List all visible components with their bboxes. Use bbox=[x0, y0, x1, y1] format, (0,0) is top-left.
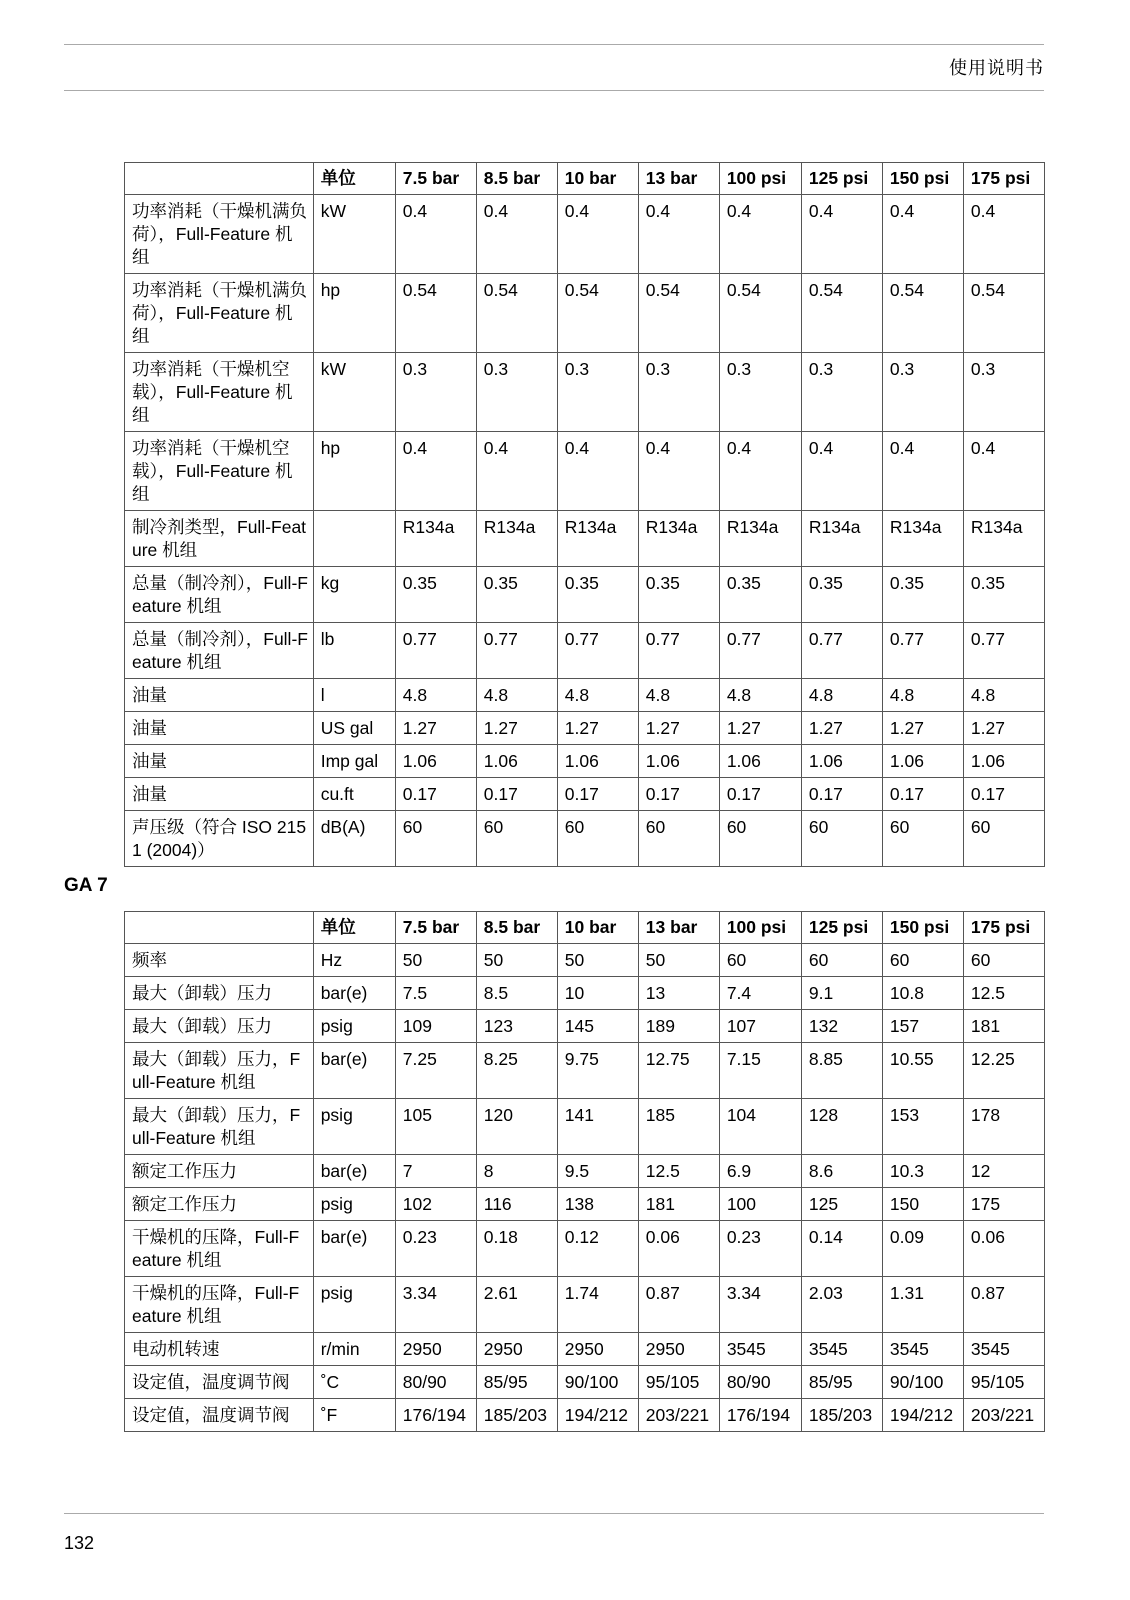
value-cell: 0.35 bbox=[719, 567, 801, 623]
unit-cell: r/min bbox=[313, 1333, 395, 1366]
value-cell: 4.8 bbox=[882, 679, 963, 712]
value-cell: 153 bbox=[882, 1099, 963, 1155]
document-header-title: 使用说明书 bbox=[949, 58, 1044, 78]
value-cell: R134a bbox=[476, 511, 557, 567]
value-cell: 104 bbox=[719, 1099, 801, 1155]
column-header-pressure: 10 bar bbox=[557, 163, 638, 195]
value-cell: 10.3 bbox=[882, 1155, 963, 1188]
value-cell: 8.25 bbox=[476, 1043, 557, 1099]
column-header-pressure: 125 psi bbox=[801, 163, 882, 195]
value-cell: 0.54 bbox=[395, 274, 476, 353]
value-cell: R134a bbox=[395, 511, 476, 567]
value-cell: 194/212 bbox=[882, 1399, 963, 1432]
value-cell: 1.06 bbox=[882, 745, 963, 778]
value-cell: 0.77 bbox=[638, 623, 719, 679]
value-cell: 125 bbox=[801, 1188, 882, 1221]
value-cell: 1.27 bbox=[395, 712, 476, 745]
parameter-cell: 干燥机的压降，Full-Feature 机组 bbox=[125, 1277, 314, 1333]
parameter-cell: 额定工作压力 bbox=[125, 1155, 314, 1188]
specifications-table-1 bbox=[124, 162, 1045, 867]
column-header-pressure: 8.5 bar bbox=[476, 912, 557, 944]
table-row bbox=[125, 1277, 1045, 1333]
value-cell: 60 bbox=[395, 811, 476, 867]
value-cell: 0.77 bbox=[557, 623, 638, 679]
value-cell: 60 bbox=[963, 811, 1044, 867]
value-cell: 0.09 bbox=[882, 1221, 963, 1277]
value-cell: 9.1 bbox=[801, 977, 882, 1010]
unit-cell: lb bbox=[313, 623, 395, 679]
value-cell: 181 bbox=[963, 1010, 1044, 1043]
unit-cell: hp bbox=[313, 432, 395, 511]
value-cell: 0.17 bbox=[395, 778, 476, 811]
value-cell: 1.27 bbox=[801, 712, 882, 745]
value-cell: 0.54 bbox=[882, 274, 963, 353]
parameter-cell: 功率消耗（干燥机空载），Full-Feature 机组 bbox=[125, 353, 314, 432]
parameter-cell: 油量 bbox=[125, 778, 314, 811]
parameter-cell: 最大（卸载）压力 bbox=[125, 1010, 314, 1043]
value-cell: 8.6 bbox=[801, 1155, 882, 1188]
value-cell: 157 bbox=[882, 1010, 963, 1043]
value-cell: 0.17 bbox=[638, 778, 719, 811]
value-cell: 0.4 bbox=[476, 432, 557, 511]
table-row bbox=[125, 944, 1045, 977]
column-header-pressure: 125 psi bbox=[801, 912, 882, 944]
value-cell: 3545 bbox=[719, 1333, 801, 1366]
value-cell: 6.9 bbox=[719, 1155, 801, 1188]
value-cell: 0.17 bbox=[801, 778, 882, 811]
value-cell: 0.4 bbox=[801, 432, 882, 511]
value-cell: 1.06 bbox=[801, 745, 882, 778]
unit-cell: ˚F bbox=[313, 1399, 395, 1432]
value-cell: 138 bbox=[557, 1188, 638, 1221]
parameter-cell: 电动机转速 bbox=[125, 1333, 314, 1366]
value-cell: 1.06 bbox=[719, 745, 801, 778]
value-cell: 3.34 bbox=[395, 1277, 476, 1333]
table-row bbox=[125, 1366, 1045, 1399]
parameter-cell: 总量（制冷剂），Full-Feature 机组 bbox=[125, 623, 314, 679]
table-row bbox=[125, 679, 1045, 712]
value-cell: 145 bbox=[557, 1010, 638, 1043]
value-cell: 0.17 bbox=[557, 778, 638, 811]
table-row bbox=[125, 623, 1045, 679]
value-cell: 0.3 bbox=[557, 353, 638, 432]
value-cell: 185 bbox=[638, 1099, 719, 1155]
value-cell: 0.23 bbox=[395, 1221, 476, 1277]
column-header-pressure: 10 bar bbox=[557, 912, 638, 944]
value-cell: 1.06 bbox=[638, 745, 719, 778]
value-cell: 8 bbox=[476, 1155, 557, 1188]
value-cell: 60 bbox=[557, 811, 638, 867]
value-cell: 0.06 bbox=[638, 1221, 719, 1277]
value-cell: 0.77 bbox=[882, 623, 963, 679]
value-cell: 150 bbox=[882, 1188, 963, 1221]
value-cell: 7.5 bbox=[395, 977, 476, 1010]
value-cell: 0.3 bbox=[882, 353, 963, 432]
value-cell: 0.4 bbox=[395, 195, 476, 274]
value-cell: 12 bbox=[963, 1155, 1044, 1188]
value-cell: 2950 bbox=[476, 1333, 557, 1366]
value-cell: 194/212 bbox=[557, 1399, 638, 1432]
value-cell: 0.4 bbox=[801, 195, 882, 274]
value-cell: 4.8 bbox=[638, 679, 719, 712]
parameter-cell: 额定工作压力 bbox=[125, 1188, 314, 1221]
value-cell: 80/90 bbox=[395, 1366, 476, 1399]
table-row bbox=[125, 1043, 1045, 1099]
value-cell: R134a bbox=[638, 511, 719, 567]
table-header-row bbox=[125, 912, 1045, 944]
value-cell: 0.54 bbox=[638, 274, 719, 353]
unit-cell: bar(e) bbox=[313, 1043, 395, 1099]
unit-cell: kW bbox=[313, 195, 395, 274]
value-cell: 60 bbox=[719, 944, 801, 977]
table-row bbox=[125, 1010, 1045, 1043]
value-cell: 8.5 bbox=[476, 977, 557, 1010]
value-cell: 2950 bbox=[638, 1333, 719, 1366]
parameter-cell: 设定值，温度调节阀 bbox=[125, 1399, 314, 1432]
value-cell: 203/221 bbox=[638, 1399, 719, 1432]
value-cell: 0.54 bbox=[719, 274, 801, 353]
value-cell: 0.3 bbox=[719, 353, 801, 432]
value-cell: 0.35 bbox=[801, 567, 882, 623]
unit-cell: US gal bbox=[313, 712, 395, 745]
value-cell: 0.06 bbox=[963, 1221, 1044, 1277]
unit-cell: dB(A) bbox=[313, 811, 395, 867]
value-cell: 176/194 bbox=[719, 1399, 801, 1432]
value-cell: 0.87 bbox=[638, 1277, 719, 1333]
page-number: 132 bbox=[64, 1533, 95, 1553]
value-cell: 2.03 bbox=[801, 1277, 882, 1333]
value-cell: 0.3 bbox=[476, 353, 557, 432]
value-cell: 7.25 bbox=[395, 1043, 476, 1099]
value-cell: 0.4 bbox=[719, 432, 801, 511]
column-header-pressure: 13 bar bbox=[638, 912, 719, 944]
value-cell: 90/100 bbox=[557, 1366, 638, 1399]
value-cell: 0.4 bbox=[963, 432, 1044, 511]
column-header-pressure: 175 psi bbox=[963, 163, 1044, 195]
unit-cell: kg bbox=[313, 567, 395, 623]
value-cell: 12.5 bbox=[638, 1155, 719, 1188]
value-cell: 60 bbox=[801, 811, 882, 867]
table-row bbox=[125, 511, 1045, 567]
value-cell: 1.06 bbox=[557, 745, 638, 778]
value-cell: 4.8 bbox=[719, 679, 801, 712]
value-cell: 3545 bbox=[882, 1333, 963, 1366]
value-cell: 0.35 bbox=[557, 567, 638, 623]
value-cell: 0.12 bbox=[557, 1221, 638, 1277]
value-cell: 0.35 bbox=[476, 567, 557, 623]
value-cell: 189 bbox=[638, 1010, 719, 1043]
parameter-cell: 油量 bbox=[125, 679, 314, 712]
value-cell: 0.4 bbox=[557, 432, 638, 511]
value-cell: 60 bbox=[882, 944, 963, 977]
value-cell: 203/221 bbox=[963, 1399, 1044, 1432]
value-cell: 123 bbox=[476, 1010, 557, 1043]
parameter-cell: 最大（卸载）压力 bbox=[125, 977, 314, 1010]
value-cell: R134a bbox=[963, 511, 1044, 567]
value-cell: 3545 bbox=[801, 1333, 882, 1366]
value-cell: 50 bbox=[395, 944, 476, 977]
table-row bbox=[125, 778, 1045, 811]
value-cell: 95/105 bbox=[963, 1366, 1044, 1399]
value-cell: 107 bbox=[719, 1010, 801, 1043]
value-cell: 181 bbox=[638, 1188, 719, 1221]
table-row bbox=[125, 1188, 1045, 1221]
value-cell: 0.23 bbox=[719, 1221, 801, 1277]
value-cell: 1.27 bbox=[719, 712, 801, 745]
parameter-cell: 功率消耗（干燥机满负荷），Full-Feature 机组 bbox=[125, 195, 314, 274]
value-cell: 0.4 bbox=[882, 195, 963, 274]
value-cell: 95/105 bbox=[638, 1366, 719, 1399]
value-cell: 13 bbox=[638, 977, 719, 1010]
value-cell: 4.8 bbox=[963, 679, 1044, 712]
value-cell: 60 bbox=[801, 944, 882, 977]
value-cell: 0.35 bbox=[963, 567, 1044, 623]
unit-cell: ˚C bbox=[313, 1366, 395, 1399]
value-cell: 0.4 bbox=[638, 432, 719, 511]
value-cell: 1.27 bbox=[638, 712, 719, 745]
value-cell: 7 bbox=[395, 1155, 476, 1188]
unit-cell: bar(e) bbox=[313, 1155, 395, 1188]
parameter-cell: 频率 bbox=[125, 944, 314, 977]
value-cell: 80/90 bbox=[719, 1366, 801, 1399]
value-cell: 176/194 bbox=[395, 1399, 476, 1432]
unit-cell: bar(e) bbox=[313, 1221, 395, 1277]
footer-rule bbox=[64, 1513, 1044, 1514]
column-header-pressure: 175 psi bbox=[963, 912, 1044, 944]
value-cell: 0.17 bbox=[476, 778, 557, 811]
table-row bbox=[125, 195, 1045, 274]
parameter-cell: 干燥机的压降，Full-Feature 机组 bbox=[125, 1221, 314, 1277]
value-cell: 60 bbox=[963, 944, 1044, 977]
value-cell: 1.06 bbox=[395, 745, 476, 778]
value-cell: 0.17 bbox=[719, 778, 801, 811]
parameter-cell: 设定值，温度调节阀 bbox=[125, 1366, 314, 1399]
unit-cell: psig bbox=[313, 1277, 395, 1333]
value-cell: 0.14 bbox=[801, 1221, 882, 1277]
value-cell: 116 bbox=[476, 1188, 557, 1221]
parameter-cell: 最大（卸载）压力，Full-Feature 机组 bbox=[125, 1099, 314, 1155]
table-row bbox=[125, 353, 1045, 432]
value-cell: 1.31 bbox=[882, 1277, 963, 1333]
value-cell: 0.3 bbox=[963, 353, 1044, 432]
value-cell: 4.8 bbox=[395, 679, 476, 712]
value-cell: R134a bbox=[719, 511, 801, 567]
column-header-pressure: 100 psi bbox=[719, 163, 801, 195]
value-cell: 185/203 bbox=[801, 1399, 882, 1432]
value-cell: 0.3 bbox=[395, 353, 476, 432]
value-cell: 4.8 bbox=[476, 679, 557, 712]
value-cell: 10 bbox=[557, 977, 638, 1010]
unit-cell: cu.ft bbox=[313, 778, 395, 811]
value-cell: 0.54 bbox=[801, 274, 882, 353]
column-header-pressure: 150 psi bbox=[882, 912, 963, 944]
section-title-ga7: GA 7 bbox=[64, 875, 108, 896]
value-cell: 0.17 bbox=[882, 778, 963, 811]
value-cell: 2950 bbox=[395, 1333, 476, 1366]
value-cell: 0.18 bbox=[476, 1221, 557, 1277]
value-cell: 50 bbox=[476, 944, 557, 977]
value-cell: 1.27 bbox=[882, 712, 963, 745]
value-cell: 0.4 bbox=[963, 195, 1044, 274]
column-header-unit: 单位 bbox=[313, 163, 395, 195]
value-cell: 0.35 bbox=[395, 567, 476, 623]
parameter-cell: 功率消耗（干燥机满负荷），Full-Feature 机组 bbox=[125, 274, 314, 353]
table-row bbox=[125, 1221, 1045, 1277]
table-row bbox=[125, 712, 1045, 745]
parameter-cell: 声压级（符合 ISO 2151 (2004)） bbox=[125, 811, 314, 867]
column-header-pressure: 100 psi bbox=[719, 912, 801, 944]
value-cell: 60 bbox=[638, 811, 719, 867]
table-row bbox=[125, 1399, 1045, 1432]
column-header-pressure: 7.5 bar bbox=[395, 163, 476, 195]
value-cell: 175 bbox=[963, 1188, 1044, 1221]
value-cell: 12.25 bbox=[963, 1043, 1044, 1099]
unit-cell: psig bbox=[313, 1099, 395, 1155]
column-header-pressure: 150 psi bbox=[882, 163, 963, 195]
value-cell: 0.77 bbox=[395, 623, 476, 679]
table-header-row bbox=[125, 163, 1045, 195]
column-header-parameter bbox=[125, 912, 314, 944]
value-cell: 1.27 bbox=[557, 712, 638, 745]
unit-cell: bar(e) bbox=[313, 977, 395, 1010]
value-cell: 60 bbox=[719, 811, 801, 867]
value-cell: 105 bbox=[395, 1099, 476, 1155]
header-bottom-rule bbox=[64, 90, 1044, 91]
value-cell: 1.06 bbox=[963, 745, 1044, 778]
value-cell: 0.4 bbox=[476, 195, 557, 274]
table-row bbox=[125, 274, 1045, 353]
value-cell: 0.35 bbox=[882, 567, 963, 623]
value-cell: 4.8 bbox=[557, 679, 638, 712]
value-cell: R134a bbox=[557, 511, 638, 567]
unit-cell: Imp gal bbox=[313, 745, 395, 778]
value-cell: 10.8 bbox=[882, 977, 963, 1010]
value-cell: 120 bbox=[476, 1099, 557, 1155]
value-cell: 178 bbox=[963, 1099, 1044, 1155]
value-cell: 0.3 bbox=[638, 353, 719, 432]
unit-cell: psig bbox=[313, 1188, 395, 1221]
unit-cell: Hz bbox=[313, 944, 395, 977]
unit-cell bbox=[313, 511, 395, 567]
table-row bbox=[125, 567, 1045, 623]
value-cell: 2950 bbox=[557, 1333, 638, 1366]
value-cell: 85/95 bbox=[476, 1366, 557, 1399]
table-row bbox=[125, 1333, 1045, 1366]
value-cell: 0.77 bbox=[476, 623, 557, 679]
value-cell: 60 bbox=[476, 811, 557, 867]
value-cell: 12.75 bbox=[638, 1043, 719, 1099]
value-cell: R134a bbox=[801, 511, 882, 567]
unit-cell: kW bbox=[313, 353, 395, 432]
parameter-cell: 功率消耗（干燥机空载），Full-Feature 机组 bbox=[125, 432, 314, 511]
value-cell: 4.8 bbox=[801, 679, 882, 712]
value-cell: 7.15 bbox=[719, 1043, 801, 1099]
column-header-pressure: 7.5 bar bbox=[395, 912, 476, 944]
value-cell: 3.34 bbox=[719, 1277, 801, 1333]
value-cell: 185/203 bbox=[476, 1399, 557, 1432]
value-cell: 0.4 bbox=[882, 432, 963, 511]
value-cell: 141 bbox=[557, 1099, 638, 1155]
value-cell: 100 bbox=[719, 1188, 801, 1221]
value-cell: 10.55 bbox=[882, 1043, 963, 1099]
value-cell: 0.77 bbox=[963, 623, 1044, 679]
value-cell: 0.77 bbox=[801, 623, 882, 679]
value-cell: 60 bbox=[882, 811, 963, 867]
value-cell: 109 bbox=[395, 1010, 476, 1043]
table-row bbox=[125, 1099, 1045, 1155]
column-header-pressure: 13 bar bbox=[638, 163, 719, 195]
table-row bbox=[125, 1155, 1045, 1188]
value-cell: 1.27 bbox=[476, 712, 557, 745]
value-cell: 7.4 bbox=[719, 977, 801, 1010]
table-row bbox=[125, 811, 1045, 867]
value-cell: 0.35 bbox=[638, 567, 719, 623]
column-header-pressure: 8.5 bar bbox=[476, 163, 557, 195]
value-cell: 12.5 bbox=[963, 977, 1044, 1010]
unit-cell: psig bbox=[313, 1010, 395, 1043]
value-cell: 1.74 bbox=[557, 1277, 638, 1333]
value-cell: 0.4 bbox=[638, 195, 719, 274]
column-header-parameter bbox=[125, 163, 314, 195]
value-cell: 0.87 bbox=[963, 1277, 1044, 1333]
value-cell: 0.77 bbox=[719, 623, 801, 679]
value-cell: 0.54 bbox=[557, 274, 638, 353]
table-row bbox=[125, 745, 1045, 778]
value-cell: 2.61 bbox=[476, 1277, 557, 1333]
header-top-rule bbox=[64, 44, 1044, 45]
table-row bbox=[125, 432, 1045, 511]
value-cell: 0.54 bbox=[476, 274, 557, 353]
value-cell: 0.54 bbox=[963, 274, 1044, 353]
value-cell: 85/95 bbox=[801, 1366, 882, 1399]
parameter-cell: 总量（制冷剂），Full-Feature 机组 bbox=[125, 567, 314, 623]
value-cell: 0.4 bbox=[395, 432, 476, 511]
column-header-unit: 单位 bbox=[313, 912, 395, 944]
parameter-cell: 油量 bbox=[125, 712, 314, 745]
value-cell: 50 bbox=[557, 944, 638, 977]
value-cell: 50 bbox=[638, 944, 719, 977]
value-cell: 102 bbox=[395, 1188, 476, 1221]
parameter-cell: 油量 bbox=[125, 745, 314, 778]
value-cell: 9.75 bbox=[557, 1043, 638, 1099]
value-cell: 0.3 bbox=[801, 353, 882, 432]
unit-cell: l bbox=[313, 679, 395, 712]
specifications-table-ga7 bbox=[124, 911, 1045, 1432]
value-cell: 0.4 bbox=[557, 195, 638, 274]
value-cell: 128 bbox=[801, 1099, 882, 1155]
value-cell: 9.5 bbox=[557, 1155, 638, 1188]
value-cell: 1.27 bbox=[963, 712, 1044, 745]
value-cell: 132 bbox=[801, 1010, 882, 1043]
value-cell: 0.4 bbox=[719, 195, 801, 274]
value-cell: R134a bbox=[882, 511, 963, 567]
unit-cell: hp bbox=[313, 274, 395, 353]
value-cell: 0.17 bbox=[963, 778, 1044, 811]
value-cell: 8.85 bbox=[801, 1043, 882, 1099]
value-cell: 1.06 bbox=[476, 745, 557, 778]
parameter-cell: 制冷剂类型，Full-Feature 机组 bbox=[125, 511, 314, 567]
value-cell: 3545 bbox=[963, 1333, 1044, 1366]
table-row bbox=[125, 977, 1045, 1010]
parameter-cell: 最大（卸载）压力，Full-Feature 机组 bbox=[125, 1043, 314, 1099]
value-cell: 90/100 bbox=[882, 1366, 963, 1399]
